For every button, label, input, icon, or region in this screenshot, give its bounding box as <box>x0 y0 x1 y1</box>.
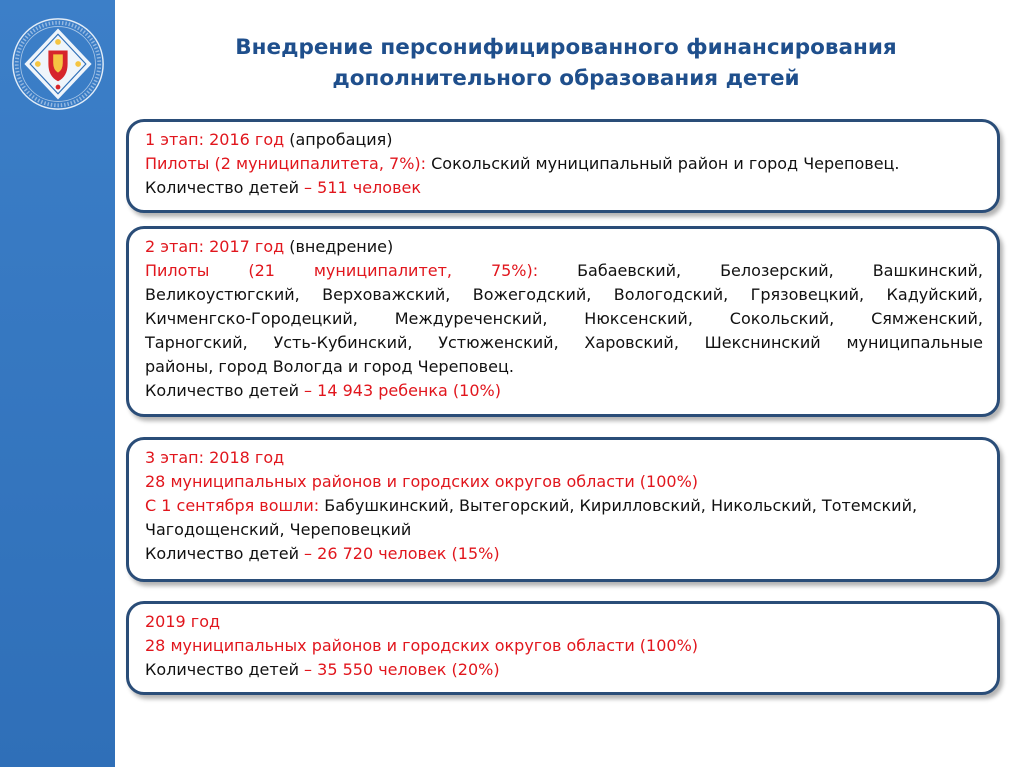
stage-3-september-text: Бабушкинский, Вытегорский, Кирилловский, Никольский, Тотемский, <box>319 496 918 515</box>
stage-1-pilots-text: Сокольский муниципальный район и город Череповец. <box>426 154 900 173</box>
stage-3-count <box>145 542 983 566</box>
stage-4-count <box>145 658 983 682</box>
stage-2-pilots-line-1 <box>145 259 983 283</box>
stage-1-pilots <box>145 152 983 176</box>
stage-3-count-value: 26 720 человек (15%) <box>312 544 500 563</box>
page-title-line-2: дополнительного образования детей <box>332 66 800 91</box>
stage-4-count-dash: – <box>304 660 313 679</box>
stage-3-districts: 28 муниципальных районов и городских округов области (100%) <box>145 472 699 491</box>
stage-1-count-label: Количество детей <box>145 178 305 197</box>
left-sidebar <box>0 0 115 767</box>
stage-2-pilots-line-1-rest: Бабаевский, Белозерский, Вашкинский, <box>538 261 983 280</box>
stage-2-pilots-line-5: районы, город Вологда и город Череповец. <box>145 357 514 376</box>
stage-2-pilots-label: Пилоты (21 муниципалитет, 75%): <box>145 261 539 280</box>
region-emblem-icon <box>10 16 106 112</box>
stage-2-title: 2 этап: 2017 год <box>145 237 285 256</box>
stage-2-pilots-line-3: Кичменгско-Городецкий, Междуреченский, Нюксенский, Сокольский, Сямженский, <box>145 309 983 328</box>
stage-4-count-value: 35 550 человек (20%) <box>312 660 500 679</box>
stage-1-count <box>145 176 983 200</box>
stage-2-pilots-line-2: Великоустюгский, Верховажский, Вожегодский, Вологодский, Грязовецкий, Кадуйский, <box>145 285 983 304</box>
stage-2-count-label: Количество детей <box>145 381 305 400</box>
stage-3-september <box>145 494 983 518</box>
stage-4-title: 2019 год <box>145 612 221 631</box>
stage-3-count-label: Количество детей <box>145 544 305 563</box>
stage-3-box <box>126 437 1000 582</box>
stage-3-september-label: С 1 сентября вошли: <box>145 496 320 515</box>
page-title-line-1: Внедрение персонифицированного финансирования <box>235 35 897 60</box>
stage-4-count-label: Количество детей <box>145 660 305 679</box>
stage-1-pilots-label: Пилоты (2 муниципалитета, 7%): <box>145 154 427 173</box>
stage-2-header <box>145 235 983 259</box>
stage-2-note: (внедрение) <box>284 237 394 256</box>
page-title <box>126 32 1006 94</box>
stage-4-districts: 28 муниципальных районов и городских округов области (100%) <box>145 636 699 655</box>
stage-1-header <box>145 128 983 152</box>
stage-3-title: 3 этап: 2018 год <box>145 448 285 467</box>
stage-2-count <box>145 379 983 403</box>
stage-4-box <box>126 601 1000 695</box>
stage-1-box <box>126 119 1000 213</box>
stage-1-count-dash: – <box>304 178 313 197</box>
stage-2-pilots-line-4: Тарногский, Усть-Кубинский, Устюженский, Харовский, Шекснинский муниципальные <box>145 333 983 352</box>
stage-1-count-value: 511 человек <box>312 178 422 197</box>
stage-1-title: 1 этап: 2016 год <box>145 130 285 149</box>
stage-2-count-dash: – <box>304 381 313 400</box>
stage-1-note: (апробация) <box>284 130 393 149</box>
stage-2-box <box>126 226 1000 417</box>
stage-3-september-line-2: Чагодощенский, Череповецкий <box>145 520 412 539</box>
stage-3-count-dash: – <box>304 544 313 563</box>
stage-2-count-value: 14 943 ребенка (10%) <box>312 381 501 400</box>
